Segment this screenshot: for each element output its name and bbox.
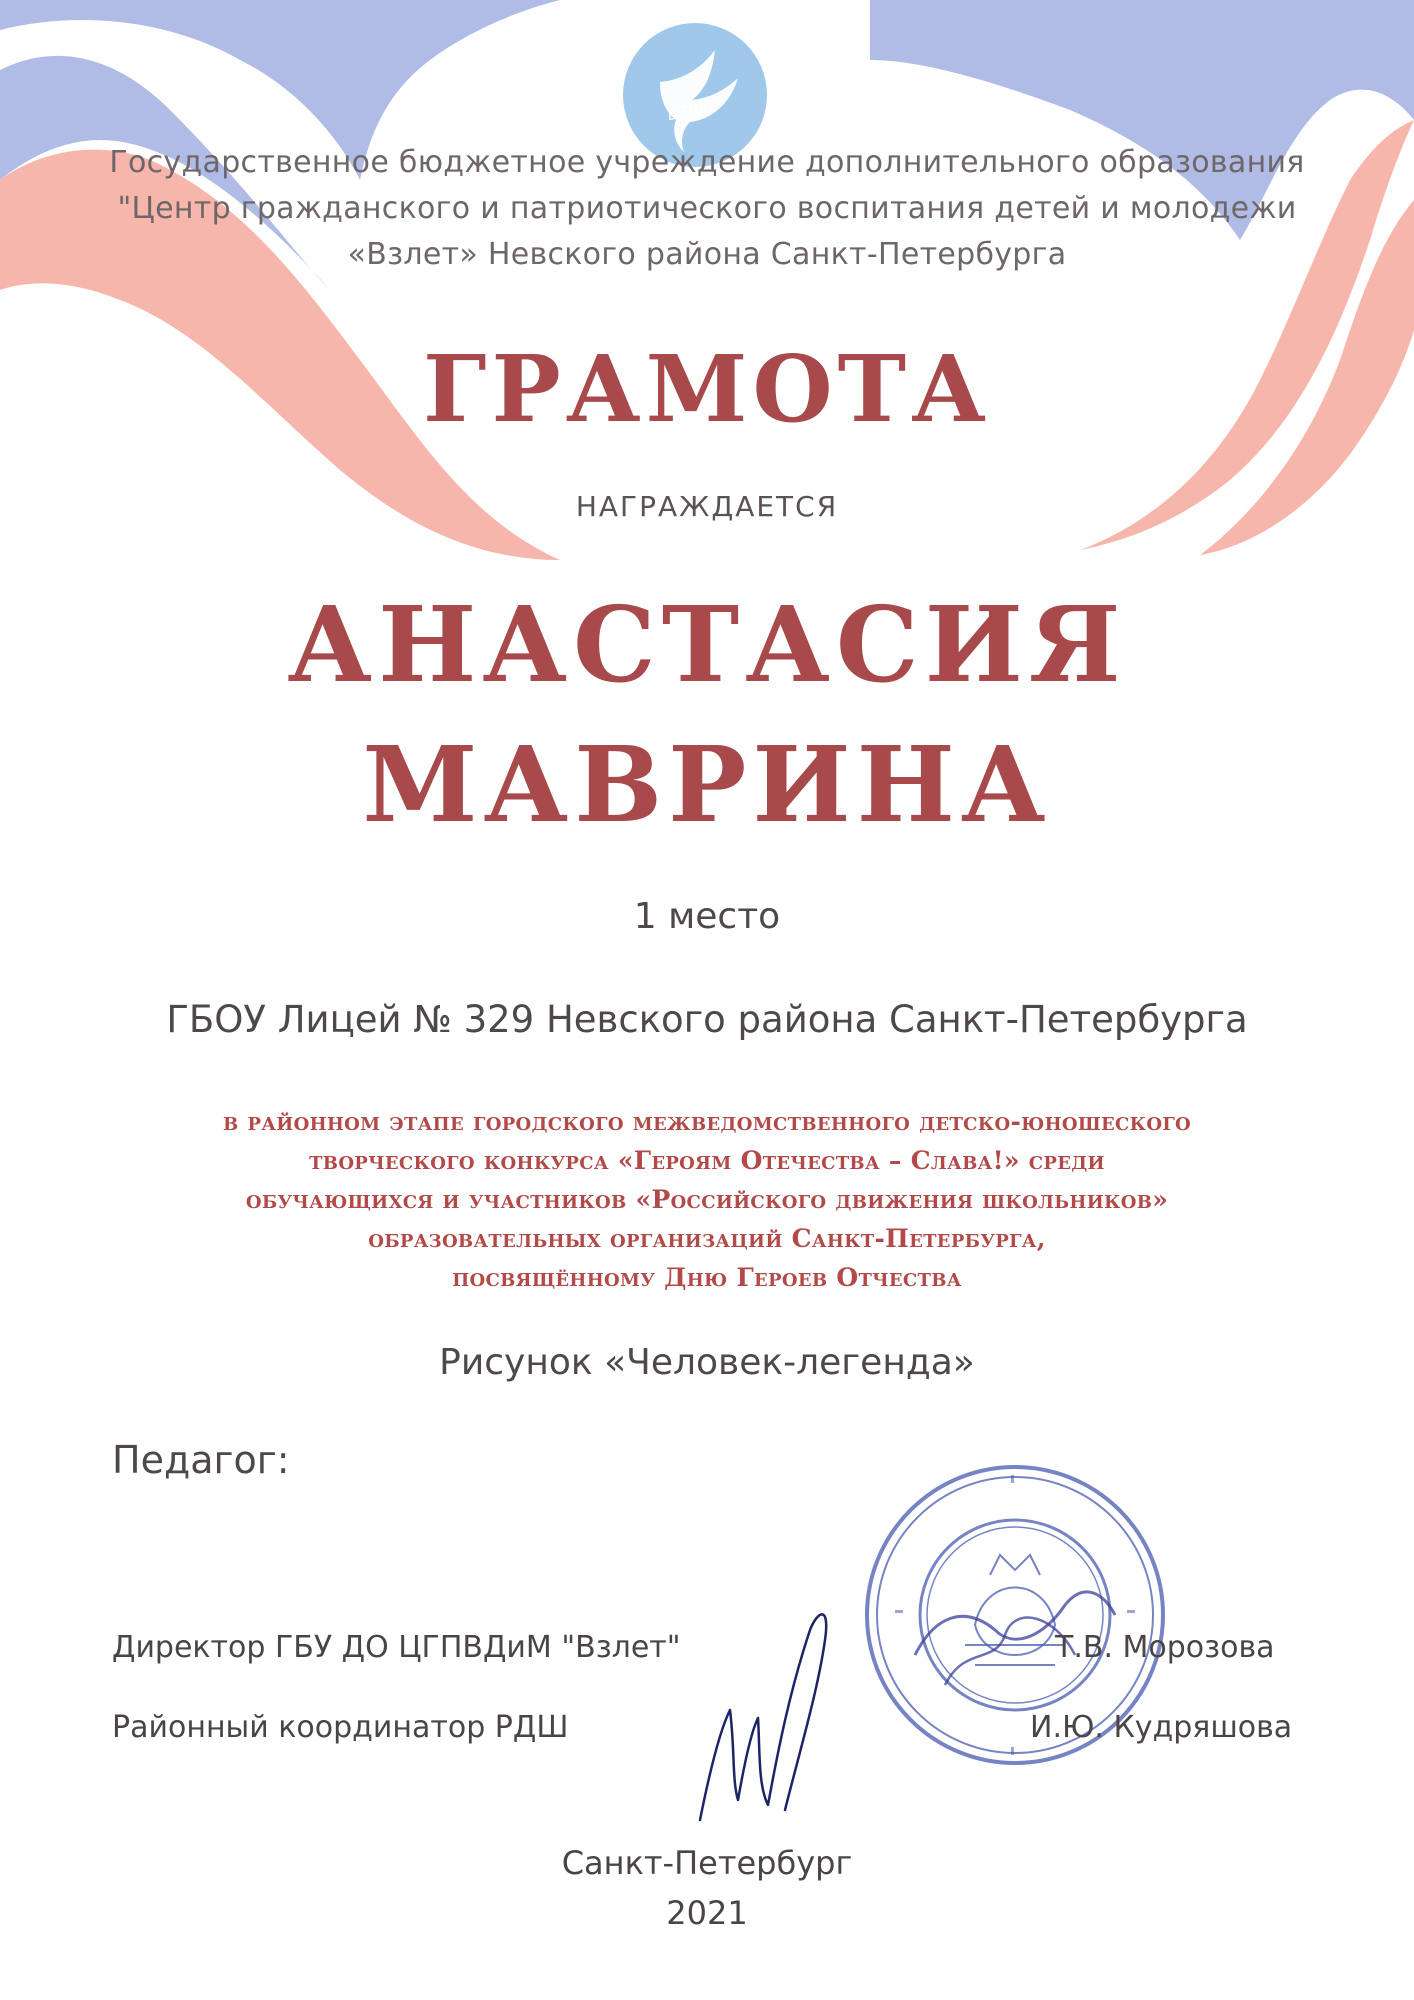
contest-line: обучающихся и участников «Российского движения школьников» [245,1185,1169,1214]
recipient-first-name: АНАСТАСИЯ [287,583,1127,706]
director-role: Директор ГБУ ДО ЦГПВДиМ "Взлет" [112,1630,681,1665]
coordinator-role: Районный координатор РДШ [112,1710,569,1745]
certificate-title: ГРАМОТА [423,335,991,443]
coordinator-name: И.Ю. Кудряшова [1030,1710,1293,1745]
place-text: 1 место [633,896,781,937]
director-signature [690,1600,840,1830]
teacher-label: Педагог: [112,1438,290,1482]
footer-city: Санкт-Петербург [561,1844,853,1882]
contest-line: творческого конкурса «Героям Отечества – Слава!» среди [309,1146,1105,1175]
organization-line: Государственное бюджетное учреждение дополнительного образования [109,145,1305,180]
organization-line: "Центр гражданского и патриотического воспитания детей и молодежи [117,191,1297,226]
school-text: ГБОУ Лицей № 329 Невского района Санкт-Петербурга [166,998,1248,1041]
recipient-name [0,575,1414,855]
contest-line: посвящённому Дню Героев Отчества [452,1263,962,1292]
nomination-text: Рисунок «Человек-легенда» [439,1342,975,1383]
director-name: Т.В. Морозова [1055,1630,1275,1665]
contest-line: в районном этапе городского межведомственного детско-юношеского [222,1107,1192,1136]
logo-text: ВЗЛЁТ [665,96,719,125]
footer [0,1838,1414,1938]
organization-line: «Взлет» Невского района Санкт-Петербурга [347,237,1067,272]
contest-line: образовательных организаций Санкт-Петербурга, [368,1224,1046,1253]
organization-header [0,140,1414,278]
recipient-last-name: МАВРИНА [362,723,1052,846]
footer-year: 2021 [666,1894,748,1932]
awarded-label: НАГРАЖДАЕТСЯ [575,490,839,523]
contest-description [0,1102,1414,1297]
